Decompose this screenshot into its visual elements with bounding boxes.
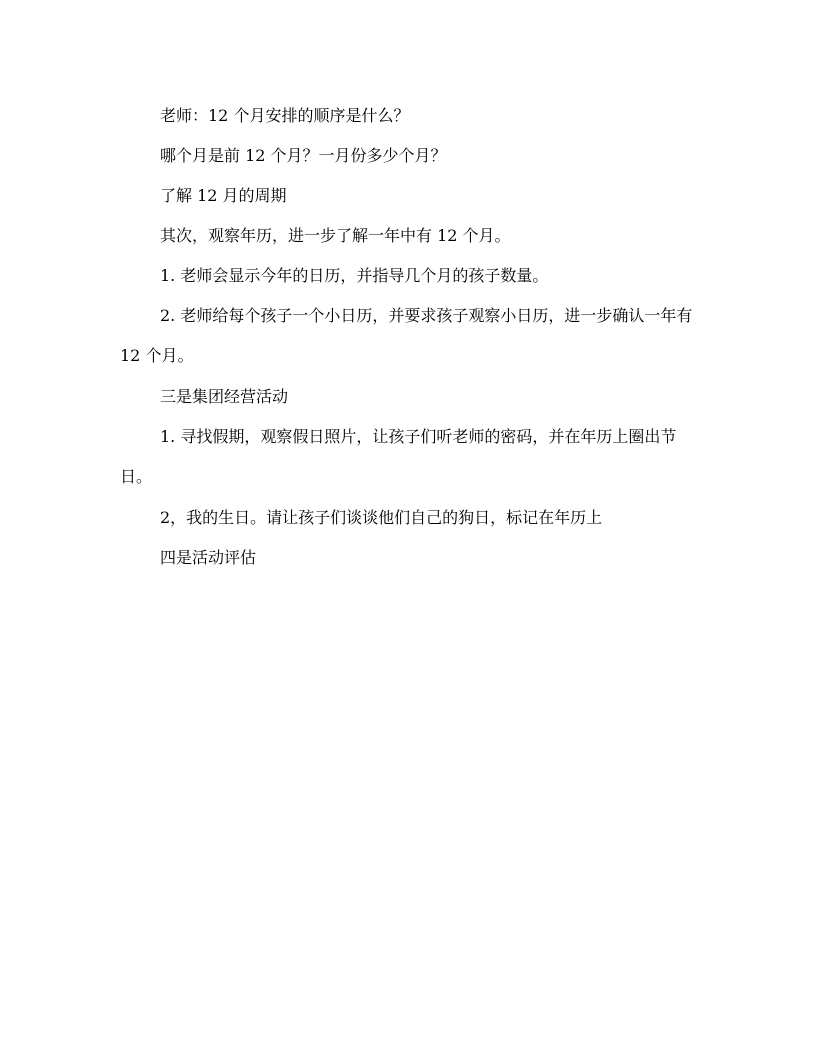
paragraph: 其次，观察年历，进一步了解一年中有 12 个月。 xyxy=(160,226,511,245)
paragraph: 了解 12 月的周期 xyxy=(160,186,287,205)
document-body xyxy=(120,103,700,585)
paragraph: 哪个月是前 12 个月？一月份多少个月？ xyxy=(160,146,447,165)
paragraph: 1. 老师会显示今年的日历，并指导几个月的孩子数量。 xyxy=(160,266,549,285)
paragraph: 2，我的生日。请让孩子们谈谈他们自己的狗日，标记在年历上 xyxy=(160,508,603,527)
paragraph: 四是活动评估 xyxy=(160,548,257,567)
paragraph: 三是集团经营活动 xyxy=(160,387,289,406)
paragraph: 2. 老师给每个孩子一个小日历，并要求孩子观察小日历，进一步确认一年有 12 个月。 xyxy=(120,306,693,365)
paragraph: 1. 寻找假期，观察假日照片，让孩子们听老师的密码，并在年历上圈出节日。 xyxy=(120,427,677,486)
paragraph: 老师：12 个月安排的顺序是什么？ xyxy=(160,106,410,125)
